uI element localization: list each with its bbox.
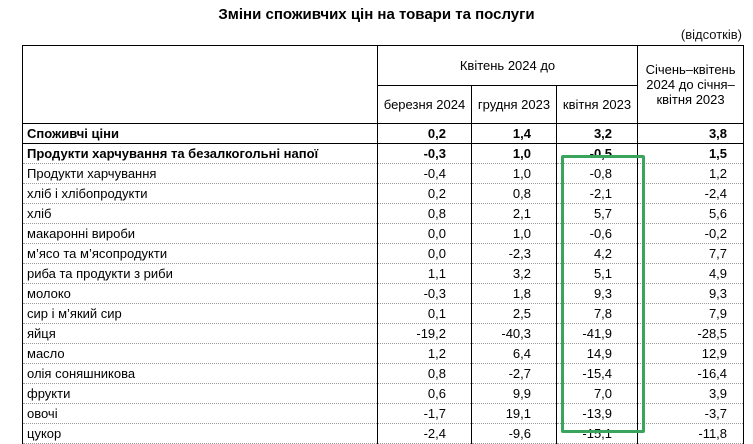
- value-ytd: 7,7: [638, 244, 744, 264]
- value-ytd: -11,8: [638, 424, 744, 444]
- value-march: 0,6: [378, 384, 472, 404]
- value-april: 5,1: [557, 264, 638, 284]
- value-ytd: 1,5: [638, 144, 744, 164]
- value-march: 0,0: [378, 224, 472, 244]
- table-row: [23, 244, 744, 264]
- value-march: -0,4: [378, 164, 472, 184]
- value-april: 7,0: [557, 384, 638, 404]
- value-march: 0,8: [378, 204, 472, 224]
- value-march: 0,0: [378, 244, 472, 264]
- row-name: олія соняшникова: [23, 364, 378, 384]
- header-april-2023: квітня 2023: [557, 86, 638, 124]
- value-april: 5,7: [557, 204, 638, 224]
- table-row: [23, 284, 744, 304]
- value-ytd: -3,7: [638, 404, 744, 424]
- table-row: [23, 304, 744, 324]
- value-march: 1,1: [378, 264, 472, 284]
- units-note: (відсотків): [680, 27, 742, 42]
- row-name: масло: [23, 344, 378, 364]
- value-december: 0,8: [472, 184, 557, 204]
- table-row: [23, 264, 744, 284]
- value-march: -1,7: [378, 404, 472, 424]
- header-december-2023: грудня 2023: [472, 86, 557, 124]
- value-december: 1,0: [472, 144, 557, 164]
- value-april: -15,4: [557, 364, 638, 384]
- value-march: -0,3: [378, 284, 472, 304]
- row-name: риба та продукти з риби: [23, 264, 378, 284]
- header-group-april-2024: Квітень 2024 до: [378, 46, 638, 86]
- row-name: Споживчі ціни: [23, 124, 378, 144]
- value-december: -2,3: [472, 244, 557, 264]
- row-name: овочі: [23, 404, 378, 424]
- row-name: сир і м’який сир: [23, 304, 378, 324]
- table-row: [23, 364, 744, 384]
- row-name: Продукти харчування: [23, 164, 378, 184]
- value-ytd: -28,5: [638, 324, 744, 344]
- value-april: -2,1: [557, 184, 638, 204]
- value-april: 3,2: [557, 124, 638, 144]
- value-december: 1,0: [472, 224, 557, 244]
- value-march: -2,4: [378, 424, 472, 444]
- row-name: фрукти: [23, 384, 378, 404]
- row-name: макаронні вироби: [23, 224, 378, 244]
- value-december: 1,0: [472, 164, 557, 184]
- value-ytd: 3,8: [638, 124, 744, 144]
- page-title: Зміни споживчих цін на товари та послуги: [218, 6, 535, 23]
- value-march: -0,3: [378, 144, 472, 164]
- value-april: 7,8: [557, 304, 638, 324]
- table-row: [23, 344, 744, 364]
- value-ytd: 9,3: [638, 284, 744, 304]
- value-march: 1,2: [378, 344, 472, 364]
- value-december: -40,3: [472, 324, 557, 344]
- value-ytd: 7,9: [638, 304, 744, 324]
- value-march: 0,2: [378, 124, 472, 144]
- row-name: цукор: [23, 424, 378, 444]
- table-row: [23, 324, 744, 344]
- value-april: -0,5: [557, 144, 638, 164]
- header-march-2024: березня 2024: [378, 86, 472, 124]
- value-april: -41,9: [557, 324, 638, 344]
- value-april: -13,9: [557, 404, 638, 424]
- value-ytd: 4,9: [638, 264, 744, 284]
- value-april: 14,9: [557, 344, 638, 364]
- value-december: -2,7: [472, 364, 557, 384]
- table-row-consumer-prices: [23, 124, 744, 144]
- value-ytd: 3,9: [638, 384, 744, 404]
- value-december: 2,1: [472, 204, 557, 224]
- row-name: яйця: [23, 324, 378, 344]
- header-ytd: Січень–квітень 2024 до січня–квітня 2023: [638, 46, 744, 124]
- value-ytd: 5,6: [638, 204, 744, 224]
- value-march: 0,8: [378, 364, 472, 384]
- value-december: 3,2: [472, 264, 557, 284]
- table-row: [23, 164, 744, 184]
- table-row: [23, 184, 744, 204]
- value-december: -9,6: [472, 424, 557, 444]
- row-name: молоко: [23, 284, 378, 304]
- value-ytd: 1,2: [638, 164, 744, 184]
- value-april: 9,3: [557, 284, 638, 304]
- value-ytd: 12,9: [638, 344, 744, 364]
- value-ytd: -16,4: [638, 364, 744, 384]
- row-name: хліб і хлібопродукти: [23, 184, 378, 204]
- value-ytd: -0,2: [638, 224, 744, 244]
- value-ytd: -2,4: [638, 184, 744, 204]
- value-december: 19,1: [472, 404, 557, 424]
- table-row: [23, 404, 744, 424]
- row-name: Продукти харчування та безалкогольні напої: [23, 144, 378, 164]
- cpi-table: [22, 45, 744, 444]
- header-empty-cell: [23, 46, 378, 124]
- value-march: 0,1: [378, 304, 472, 324]
- value-december: 6,4: [472, 344, 557, 364]
- table-row: [23, 204, 744, 224]
- table-row: [23, 384, 744, 404]
- row-name: хліб: [23, 204, 378, 224]
- value-april: -0,8: [557, 164, 638, 184]
- value-april: 4,2: [557, 244, 638, 264]
- row-name: м’ясо та м’ясопродукти: [23, 244, 378, 264]
- table-row: [23, 224, 744, 244]
- value-december: 1,4: [472, 124, 557, 144]
- value-march: 0,2: [378, 184, 472, 204]
- value-december: 2,5: [472, 304, 557, 324]
- table-row: [23, 144, 744, 164]
- value-april: -0,6: [557, 224, 638, 244]
- value-april: -15,1: [557, 424, 638, 444]
- value-december: 1,8: [472, 284, 557, 304]
- value-march: -19,2: [378, 324, 472, 344]
- value-december: 9,9: [472, 384, 557, 404]
